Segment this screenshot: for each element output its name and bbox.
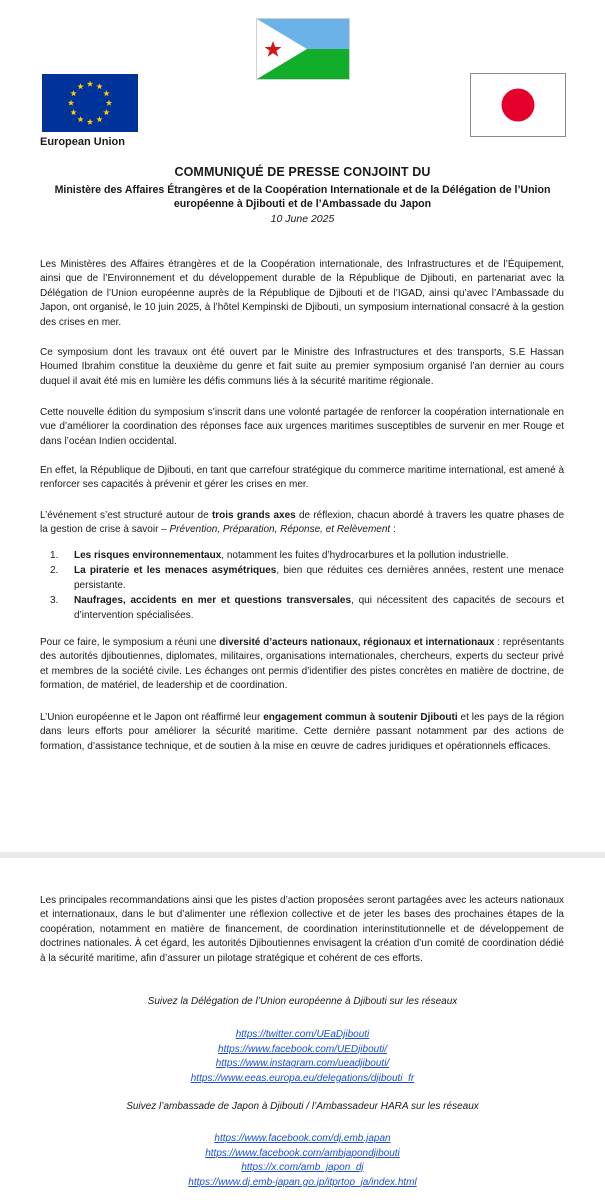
text-run: : [390, 524, 396, 536]
link-eu-instagram[interactable]: https://www.instagram.com/ueadjibouti/ [215, 1058, 390, 1070]
link-jp-website[interactable]: https://www.dj.emb-japan.go.jp/itprtop_ja/index.html [188, 1176, 417, 1188]
text-run: Pour ce faire, le symposium a réuni une [40, 637, 220, 648]
paragraph-commitment [40, 711, 564, 754]
list-number: 3. [50, 595, 59, 607]
paragraph-recommendations-text: Les principales recommandations ainsi que les pistes d’action proposées seront partagées avec les acteurs nationaux et internationaux, dans le but d’alimenter une réflexion collective et de jeter les bases des prochaines étapes de la coopération, notamment en matière de financement, de coordination interinstitutionnelle et de développement de doctrines nationales. À cet égard, les autorités Djiboutiennes envisagent la création d’un comité de coordination dédié à la sécurité maritime, afin d’assurer un pilotage stratégique et cohérent de ces efforts. [40, 895, 564, 964]
page-title: COMMUNIQUÉ DE PRESSE CONJOINT DU [174, 165, 431, 179]
japan-flag-icon [470, 73, 566, 137]
link-jp-facebook-embassy[interactable]: https://www.facebook.com/dj.emb.japan [214, 1133, 391, 1144]
text-run: L’événement s’est structuré autour de [40, 510, 212, 521]
link-jp-x[interactable]: https://x.com/amb_japon_dj [241, 1162, 364, 1174]
text-run: de réflexion, chacun abordé à travers les quatre phases de la gestion de crise à savoir – [40, 510, 565, 536]
paragraph-opening [40, 346, 564, 389]
text-bold: engagement commun à soutenir Djibouti [263, 712, 458, 723]
paragraph-edition [40, 406, 564, 449]
paragraph-edition-text: Cette nouvelle édition du symposium s’inscrit dans une volonté partagée de renforcer la coopération internationale en vue d’améliorer la coordination des réponses face aux urgences maritimes susceptibles de survenir en mer Rouge et dans l’océan Indien occidental. [40, 407, 564, 447]
follow-japan-title: Suivez l’ambassade de Japon à Djibouti / l’Ambassadeur HARA sur les réseaux [126, 1101, 479, 1112]
paragraph-djibouti-text: En effet, la République de Djibouti, en tant que carrefour stratégique du commerce maritime international, est amené à renforcer ses capacités à prévenir et gérer les crises en mer. [40, 465, 564, 491]
text-bold: Les risques environnementaux [74, 550, 222, 561]
text-bold: Naufrages, accidents en mer et questions transversales [74, 595, 352, 607]
list-item [50, 594, 564, 623]
paragraph-actors [40, 636, 564, 694]
text-bold: diversité d’acteurs nationaux, régionaux et internationaux [219, 637, 495, 648]
eu-logo [40, 74, 140, 156]
paragraph-opening-text: Ce symposium dont les travaux ont été ouvert par le Ministre des Infrastructures et des transports, S.E Hassan Houmed Ibrahim constitue la deuxième du genre et fait suite au premier symposium organisé l’an dernier au cours duquel il avait été mis en lumière les défis communs liés à la sécurité maritime régionale. [40, 347, 564, 387]
eu-flag-icon [42, 74, 138, 132]
text-run: , notamment les fuites d’hydrocarbures et la pollution industrielle. [221, 550, 509, 561]
list-number: 1. [50, 550, 59, 561]
link-eu-twitter[interactable]: https://twitter.com/UEaDjibouti [235, 1029, 370, 1040]
japan-links [0, 1132, 605, 1190]
text-run: et les pays de la région dans leurs efforts pour améliorer la sécurité maritime. Cette dernière passant notamment par des actions de formation, d’assistance technique, et de soutien à la mise en œuvre de cadres juridiques et opérationnels efficaces. [40, 712, 565, 752]
axes-list [50, 549, 564, 624]
list-item [50, 549, 564, 563]
paragraph-axes-intro [40, 509, 564, 538]
text-bold: La piraterie et les menaces asymétriques [74, 565, 277, 577]
follow-eu-title: Suivez la Délégation de l’Union européenne à Djibouti sur les réseaux [147, 996, 458, 1007]
paragraph-intro-text: Les Ministères des Affaires étrangères et de la Coopération internationale, des Infrastructures et de l’Équipement, ainsi que de l’Environnement et du développement durable de la République de Djibouti, en partenariat avec la Délégation de l’Union européenne auprès de la République de Djibouti et de l’IGAD, ainsi qu’avec l’Ambassade du Japon, ont organisé, le 10 juin 2025, à l’hôtel Kempinski de Djibouti, un symposium international consacré à la gestion des crises en mer. [40, 259, 564, 328]
paragraph-djibouti [40, 464, 564, 493]
link-jp-facebook-ambassador[interactable]: https://www.facebook.com/ambjapondjibouti [205, 1147, 400, 1159]
djibouti-flag-icon [257, 19, 349, 79]
link-eu-facebook[interactable]: https://www.facebook.com/UEDjibouti/ [218, 1043, 387, 1055]
eu-label: European Union [40, 136, 125, 148]
list-number: 2. [50, 565, 59, 577]
link-eu-eeas[interactable]: https://www.eeas.europa.eu/delegations/djibouti_fr [190, 1072, 415, 1084]
press-date: 10 June 2025 [270, 213, 335, 225]
page-subtitle: Ministère des Affaires Étrangères et de la Coopération Internationale et de la Délégation de l’Union européenne à Djibouti et de l’Ambassade du Japon [54, 184, 551, 210]
text-italic: Prévention, Préparation, Réponse, et Relèvement [169, 524, 391, 536]
text-run: , bien que réduites ces dernières années, restent une menace persistante. [74, 565, 564, 591]
paragraph-intro [40, 258, 564, 330]
paragraph-recommendations [40, 894, 564, 966]
text-run: , qui nécessitent des capacités de secours et d’intervention spécialisées. [74, 595, 564, 621]
text-run: : représentants des autorités djiboutiennes, diplomates, militaires, organisations internationales, chercheurs, experts du secteur privé et membres de la société civile. Les échanges ont permis d’identifier des pistes concrètes en matière de doctrine, de formation, de matériel, de leadership et de coordination. [40, 637, 564, 692]
list-item [50, 564, 564, 593]
eu-links [0, 1028, 605, 1086]
text-bold: trois grands axes [211, 510, 296, 521]
text-run: L’Union européenne et le Japon ont réaffirmé leur [40, 712, 264, 723]
page-2 [0, 858, 605, 1200]
